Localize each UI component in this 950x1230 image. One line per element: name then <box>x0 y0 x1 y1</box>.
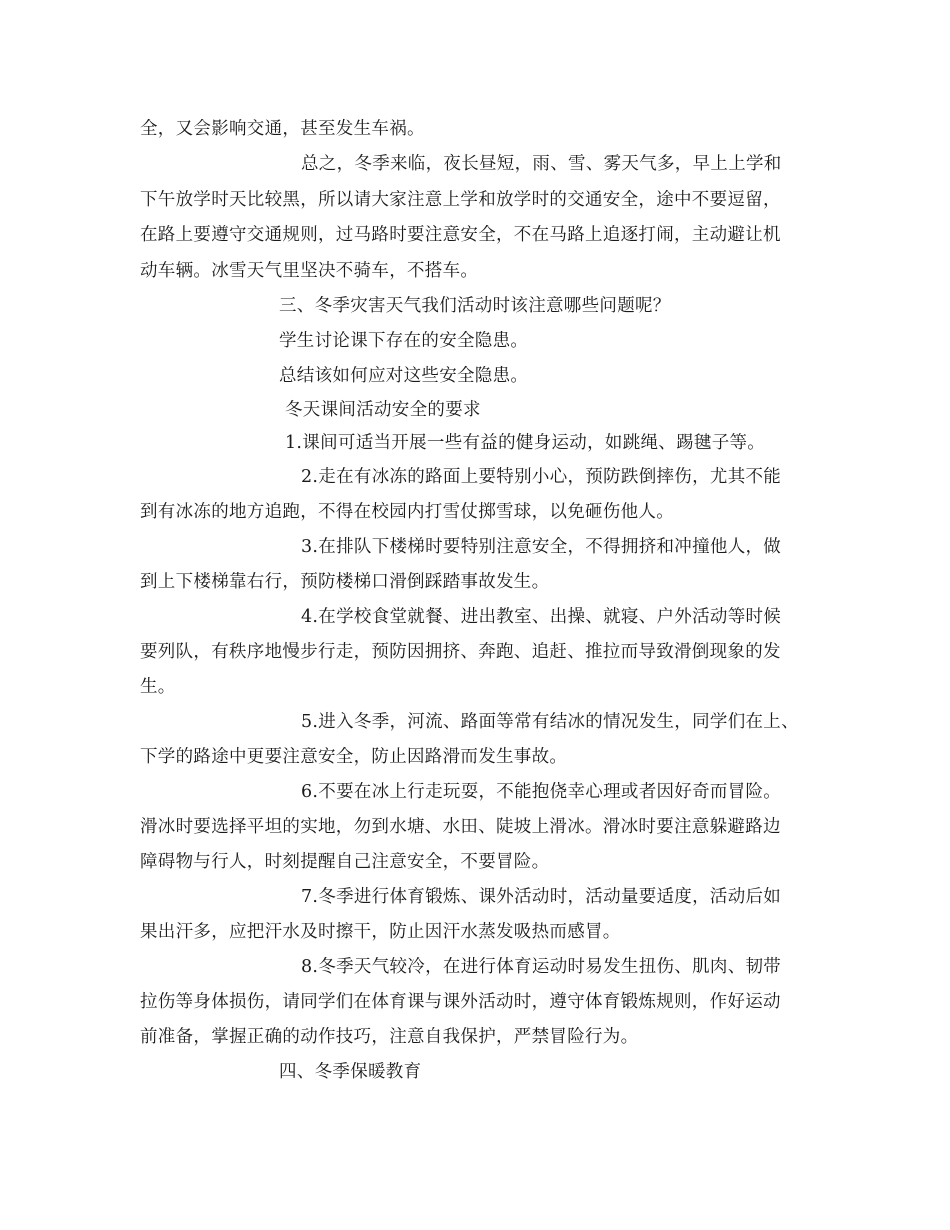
paragraph-line: 生。 <box>140 677 176 697</box>
paragraph-line: 拉伤等身体损伤，请同学们在体育课与课外活动时，遵守体育锻炼规则，作好运动 <box>140 992 781 1012</box>
paragraph-line: 要列队，有秩序地慢步行走，预防因拥挤、奔跑、追赶、推拉而导致滑倒现象的发 <box>140 642 781 662</box>
subheading: 冬天课间活动安全的要求 <box>285 400 481 420</box>
list-item: 3.在排队下楼梯时要特别注意安全，不得拥挤和冲撞他人，做 <box>301 537 782 557</box>
paragraph-line: 动车辆。冰雪天气里坚决不骑车，不搭车。 <box>140 261 479 281</box>
list-item: 6.不要在冰上行走玩耍，不能抱侥幸心理或者因好奇而冒险。 <box>301 782 782 802</box>
paragraph-line: 下午放学时天比较黑，所以请大家注意上学和放学时的交通安全，途中不要逗留， <box>140 190 781 210</box>
paragraph-line: 前准备，掌握正确的动作技巧，注意自我保护，严禁冒险行为。 <box>140 1027 639 1047</box>
paragraph-line: 障碍物与行人，时刻提醒自己注意安全，不要冒险。 <box>140 852 550 872</box>
paragraph-line: 果出汗多，应把汗水及时擦干，防止因汗水蒸发吸热而感冒。 <box>140 922 621 942</box>
paragraph-line: 总结该如何应对这些安全隐患。 <box>279 366 529 386</box>
list-item: 4.在学校食堂就餐、进出教室、出操、就寝、户外活动等时候 <box>301 607 782 627</box>
list-item: 1.课间可适当开展一些有益的健身运动，如跳绳、踢毽子等。 <box>285 433 766 453</box>
paragraph-line: 总之，冬季来临，夜长昼短，雨、雪、雾天气多，早上上学和 <box>301 154 782 174</box>
section-heading: 三、冬季灾害天气我们活动时该注意哪些问题呢？ <box>279 296 671 316</box>
list-item: 8.冬季天气较冷，在进行体育运动时易发生扭伤、肌肉、韧带 <box>301 957 782 977</box>
paragraph-line: 学生讨论课下存在的安全隐患。 <box>279 331 529 351</box>
paragraph-line: 在路上要遵守交通规则，过马路时要注意安全，不在马路上追逐打闹，主动避让机 <box>140 225 781 245</box>
section-heading: 四、冬季保暖教育 <box>279 1062 422 1082</box>
paragraph-line: 全，又会影响交通，甚至发生车祸。 <box>140 119 425 139</box>
paragraph-line: 到有冰冻的地方追跑，不得在校园内打雪仗掷雪球，以免砸伤他人。 <box>140 502 674 522</box>
list-item: 5.进入冬季，河流、路面等常有结冰的情况发生，同学们在上、 <box>301 712 799 732</box>
paragraph-line: 滑冰时要选择平坦的实地，勿到水塘、水田、陡坡上滑冰。滑冰时要注意躲避路边 <box>140 817 781 837</box>
paragraph-line: 下学的路途中更要注意安全，防止因路滑而发生事故。 <box>140 747 568 767</box>
list-item: 7.冬季进行体育锻炼、课外活动时，活动量要适度，活动后如 <box>301 887 782 907</box>
paragraph-line: 到上下楼梯靠右行，预防楼梯口滑倒踩踏事故发生。 <box>140 572 550 592</box>
list-item: 2.走在有冰冻的路面上要特别小心，预防跌倒摔伤，尤其不能 <box>301 467 782 487</box>
